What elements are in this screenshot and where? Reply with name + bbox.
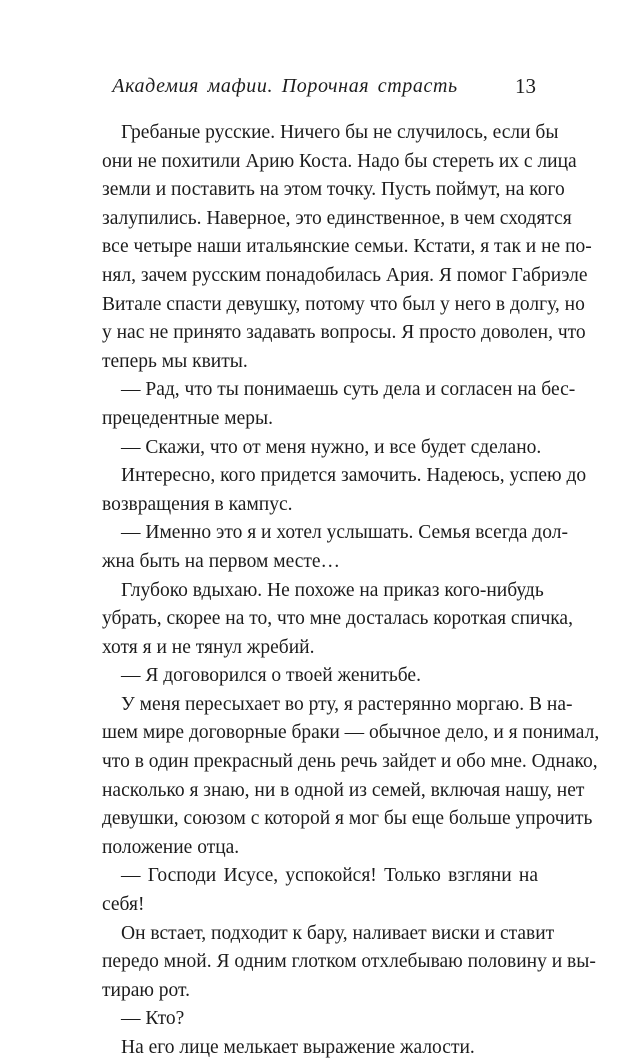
body-text [102,119,600,1063]
paragraph [102,434,542,463]
paragraph [102,862,538,919]
text-line: — Именно это я и хотел услышать. Семья всегда дол- [121,522,568,544]
text-line: жна быть на первом месте… [102,550,341,572]
text-line: Витале спасти девушку, потому что был у него в долгу, но [102,293,585,315]
paragraph [102,376,576,433]
paragraph [102,119,592,376]
paragraph [102,462,587,519]
paragraph [102,577,573,663]
text-line: У меня пересыхает во рту, я растерянно моргаю. В на- [121,693,573,715]
text-line: На его лице мелькает выражение жалости. [121,1037,475,1058]
text-line: — Кто? [121,1008,185,1030]
running-header [102,72,538,100]
text-line: убрать, скорее на то, что мне досталась короткая спичка, [102,608,573,630]
text-line: Гребаные русские. Ничего бы не случилось, если бы [121,122,559,143]
page-number: 13 [515,74,536,98]
text-line: себя! [102,894,145,916]
text-line: — Скажи, что от меня нужно, и все будет сделано. [121,436,542,458]
text-line: — Рад, что ты понимаешь суть дела и согласен на бес- [121,379,576,401]
text-line: шем мире договорные браки — обычное дело, и я понимал, [102,722,600,744]
paragraph [102,920,596,1006]
paragraph [102,691,600,863]
text-line: девушки, союзом с которой я мог бы еще больше упрочить [102,808,593,830]
text-line: передо мной. Я одним глотком отхлебываю половину и вы- [102,951,596,973]
text-line: все четыре наши итальянские семьи. Кстати, я так и не по- [102,236,592,258]
text-line: Он встает, подходит к бару, наливает виски и ставит [121,922,555,944]
text-line: залупились. Наверное, это единственное, в чем сходятся [102,207,572,229]
text-line: нял, зачем русским понадобилась Ария. Я помог Габриэле [102,264,588,286]
text-line: — Я договорился о твоей женитьбе. [121,665,421,687]
text-line: они не похитили Арию Коста. Надо бы стереть их с лица [102,150,577,172]
text-line: насколько я знаю, ни в одной из семей, включая нашу, нет [102,779,585,801]
text-line: у нас не принято задавать вопросы. Я просто доволен, что [102,322,586,344]
paragraph [102,662,538,691]
text-line: Интересно, кого придется замочить. Надеюсь, успею до [121,465,587,487]
text-line: прецедентные меры. [102,407,273,429]
text-line: теперь мы квиты. [102,350,248,372]
paragraph [102,1034,538,1063]
text-line: возвращения в кампус. [102,493,293,515]
text-line: земли и поставить на этом точку. Пусть поймут, на кого [102,179,565,201]
text-line: Глубоко вдыхаю. Не похоже на приказ кого-нибудь [121,579,544,601]
text-line: тираю рот. [102,979,190,1001]
paragraph [102,1005,538,1034]
text-line: положение отца. [102,836,240,858]
running-title: Академия мафии. Порочная страсть [112,75,458,97]
paragraph [102,519,568,576]
text-line: — Господи Исусе, успокойся! Только взгляни на [121,865,538,887]
text-line: что в один прекрасный день речь зайдет и обо мне. Однако, [102,751,598,773]
text-line: хотя я и не тянул жребий. [102,636,315,658]
